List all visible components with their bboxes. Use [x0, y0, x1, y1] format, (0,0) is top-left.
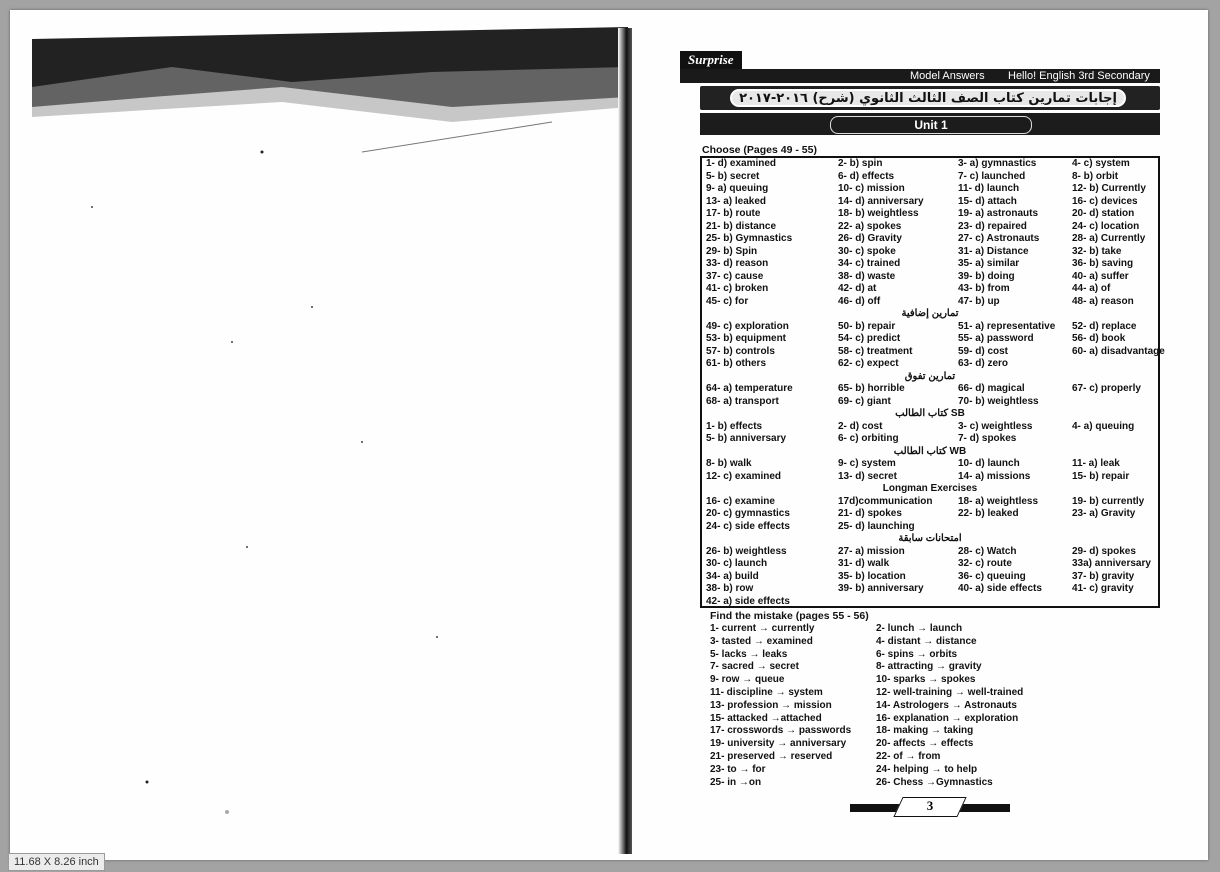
answer-cell: 24- c) location: [1072, 220, 1140, 232]
answer-cell: 7- d) spokes: [958, 433, 1017, 444]
mistake-row: [710, 777, 1170, 790]
answer-cell: 38- b) row: [706, 583, 754, 594]
answer-cell: 3- a) gymnastics: [958, 158, 1037, 169]
mistake-cell: 14- Astrologers → Astronauts: [876, 699, 1017, 711]
answer-row: [706, 208, 1160, 221]
answer-cell: 30- c) launch: [706, 558, 768, 569]
answer-cell: 28- c) Watch: [958, 545, 1017, 557]
model-answers-label: Model Answers: [910, 70, 985, 82]
answer-cell: 8- b) walk: [706, 458, 752, 469]
subsection-title: Longman Exercises: [882, 483, 978, 494]
answer-row: [706, 333, 1160, 346]
arabic-title: إجابات تمارين كتاب الصف الثالث الثانوي (شرح) ٢٠١٦-٢٠١٧: [730, 89, 1126, 107]
answer-cell: 51- a) representative: [958, 320, 1056, 332]
answer-cell: 11- a) leak: [1072, 458, 1120, 469]
answer-cell: 6- c) orbiting: [838, 433, 899, 444]
answer-cell: 21- d) spokes: [838, 508, 902, 519]
series-label: Hello! English 3rd Secondary: [1008, 70, 1150, 82]
mistake-cell: 12- well-training → well-trained: [876, 687, 1024, 698]
answer-cell: 44- a) of: [1072, 283, 1111, 294]
mistakes-title: Find the mistake (pages 55 - 56): [710, 610, 869, 622]
answer-cell: 7- c) launched: [958, 170, 1026, 182]
answer-row: [706, 221, 1160, 234]
page-number-badge: [850, 797, 1010, 819]
subsection-title: امتحانات سابقة: [898, 533, 962, 544]
mistake-cell: 7- sacred → secret: [710, 661, 799, 673]
mistake-row: [710, 623, 1170, 636]
answer-cell: 6- d) effects: [838, 170, 895, 182]
answer-cell: 18- a) weightless: [958, 495, 1039, 507]
answer-cell: 40- a) suffer: [1072, 270, 1129, 282]
answer-cell: 12- b) Currently: [1072, 183, 1146, 194]
answer-row: [706, 383, 1160, 396]
answer-cell: 56- d) book: [1072, 333, 1126, 344]
mistake-cell: 25- in →on: [710, 776, 762, 788]
arabic-title-banner: [700, 86, 1160, 110]
answer-row: [706, 358, 1160, 371]
mistake-row: [710, 700, 1170, 713]
answer-cell: 10- c) mission: [838, 183, 905, 194]
mistake-row: [710, 751, 1170, 764]
page-number: 3: [926, 798, 934, 813]
answer-row: [706, 458, 1160, 471]
answer-cell: 32- c) route: [958, 558, 1012, 569]
answer-cell: 16- c) devices: [1072, 195, 1138, 207]
answer-row: [706, 421, 1160, 434]
mistake-cell: 3- tasted → examined: [710, 635, 813, 647]
answer-row: [706, 183, 1160, 196]
mistake-cell: 17- crosswords → passwords: [710, 725, 852, 737]
answer-cell: 40- a) side effects: [958, 583, 1042, 594]
mistake-cell: 19- university → anniversary: [710, 738, 847, 750]
mistake-cell: 15- attacked →attached: [710, 712, 822, 724]
answer-cell: 1- d) examined: [706, 158, 777, 169]
answer-cell: 4- c) system: [1072, 158, 1130, 169]
answer-cell: 23- d) repaired: [958, 220, 1027, 232]
answer-cell: 69- c) giant: [838, 395, 891, 407]
answer-cell: 46- d) off: [838, 295, 881, 307]
answer-cell: 55- a) password: [958, 333, 1034, 344]
answer-cell: 63- d) zero: [958, 358, 1009, 369]
mistake-row: [710, 764, 1170, 777]
answer-cell: 31- d) walk: [838, 558, 890, 569]
mistake-cell: 8- attracting → gravity: [876, 661, 982, 673]
answer-cell: 45- c) for: [706, 295, 749, 307]
brand-label: Surprise: [680, 51, 742, 69]
answer-row: [706, 583, 1160, 596]
subsection-title: كتاب الطالب WB: [893, 445, 967, 457]
answer-cell: 68- a) transport: [706, 395, 779, 407]
answer-cell: 36- b) saving: [1072, 258, 1134, 269]
answer-row: [706, 283, 1160, 296]
answer-cell: 34- a) build: [706, 570, 759, 582]
mistake-cell: 24- helping → to help: [876, 763, 978, 775]
answer-cell: 30- c) spoke: [838, 245, 896, 257]
mistake-cell: 11- discipline → system: [710, 687, 823, 698]
answer-cell: 42- d) at: [838, 283, 877, 294]
answer-row: [706, 508, 1160, 521]
answer-cell: 2- b) spin: [838, 158, 883, 169]
mistake-cell: 26- Chess →Gymnastics: [876, 776, 993, 788]
answer-cell: 28- a) Currently: [1072, 233, 1146, 244]
mistake-row: [710, 738, 1170, 751]
answer-cell: 42- a) side effects: [706, 595, 790, 607]
answer-cell: 15- d) attach: [958, 195, 1017, 207]
answer-cell: 35- a) similar: [958, 258, 1020, 269]
answer-cell: 66- d) magical: [958, 383, 1025, 394]
answer-row: [706, 271, 1160, 284]
answer-row: [706, 296, 1160, 309]
choose-title: Choose (Pages 49 - 55): [702, 144, 817, 156]
answer-cell: 25- d) launching: [838, 520, 915, 532]
mistake-cell: 1- current → currently: [710, 623, 815, 634]
answer-cell: 5- b) anniversary: [706, 433, 787, 444]
answer-row: [706, 558, 1160, 571]
answer-cell: 39- b) anniversary: [838, 583, 924, 594]
mistake-row: [710, 649, 1170, 662]
answer-cell: 12- c) examined: [706, 470, 782, 482]
answer-cell: 37- b) gravity: [1072, 570, 1135, 582]
answer-cell: 10- d) launch: [958, 458, 1020, 469]
mistake-cell: 4- distant → distance: [876, 635, 977, 647]
answer-cell: 2- d) cost: [838, 420, 883, 432]
answer-cell: 47- b) up: [958, 295, 1000, 307]
answer-cell: 35- b) location: [838, 570, 906, 582]
answer-cell: 23- a) Gravity: [1072, 508, 1136, 519]
answer-row: [706, 196, 1160, 209]
answer-cell: 11- d) launch: [958, 183, 1020, 194]
subsection-title: تمارين تفوق: [904, 370, 956, 382]
answer-cell: 17d)communication: [838, 495, 933, 507]
mistake-cell: 10- sparks → spokes: [876, 674, 976, 686]
answer-cell: 52- d) replace: [1072, 320, 1137, 332]
scan-noise: [32, 27, 632, 853]
answer-cell: 13- a) leaked: [706, 195, 767, 207]
mistake-row: [710, 725, 1170, 738]
mistake-cell: 22- of → from: [876, 751, 941, 762]
answer-cell: 24- c) side effects: [706, 520, 790, 532]
answer-cell: 22- a) spokes: [838, 220, 902, 232]
mistake-cell: 20- affects → effects: [876, 738, 974, 750]
answer-row: [706, 596, 1160, 609]
header-bar: [680, 69, 1160, 83]
answer-cell: 37- c) cause: [706, 270, 764, 282]
answer-cell: 32- b) take: [1072, 245, 1122, 257]
scanned-spread: [10, 10, 1208, 860]
answer-cell: 62- c) expect: [838, 358, 899, 369]
unit-banner: [700, 113, 1160, 135]
answer-cell: 14- d) anniversary: [838, 195, 924, 207]
answer-row: [706, 471, 1160, 484]
answer-cell: 61- b) others: [706, 358, 767, 369]
answer-cell: 9- c) system: [838, 458, 896, 469]
answer-row: [706, 396, 1160, 409]
answer-cell: 57- b) controls: [706, 345, 775, 357]
left-page-scan: [32, 27, 632, 853]
answer-row: [706, 546, 1160, 559]
answer-cell: 43- b) from: [958, 283, 1010, 294]
answer-cell: 4- a) queuing: [1072, 420, 1135, 432]
page-size-status: 11.68 X 8.26 inch: [8, 853, 105, 871]
answer-cell: 31- a) Distance: [958, 245, 1029, 257]
answer-cell: 33a) anniversary: [1072, 558, 1151, 569]
answer-cell: 19- a) astronauts: [958, 208, 1039, 219]
answer-cell: 67- c) properly: [1072, 383, 1141, 394]
answer-cell: 64- a) temperature: [706, 383, 793, 394]
answer-row: [706, 496, 1160, 509]
subsection-title: تمارين إضافية: [901, 308, 959, 319]
answer-cell: 5- b) secret: [706, 170, 760, 182]
mistake-cell: 6- spins → orbits: [876, 648, 958, 660]
answer-cell: 20- c) gymnastics: [706, 508, 790, 519]
answer-row: [706, 345, 1165, 359]
answer-row: [706, 321, 1160, 334]
answer-cell: 58- c) treatment: [838, 345, 913, 357]
answer-cell: 26- b) weightless: [706, 545, 787, 557]
answer-cell: 70- b) weightless: [958, 395, 1039, 407]
answers-page: [652, 22, 1192, 852]
answer-cell: 53- b) equipment: [706, 333, 787, 344]
answer-cell: 19- b) currently: [1072, 495, 1145, 507]
answer-cell: 41- c) broken: [706, 283, 769, 294]
subsection-title: كتاب الطالب SB: [895, 408, 965, 419]
answer-cell: 36- c) queuing: [958, 570, 1026, 582]
mistake-row: [710, 661, 1170, 674]
answer-cell: 41- c) gravity: [1072, 583, 1134, 594]
mistake-cell: 2- lunch → launch: [876, 623, 963, 634]
answer-cell: 9- a) queuing: [706, 183, 769, 194]
answer-cell: 27- a) mission: [838, 545, 905, 557]
mistake-cell: 16- explanation → exploration: [876, 712, 1019, 724]
answer-cell: 21- b) distance: [706, 220, 777, 232]
answer-cell: 34- c) trained: [838, 258, 901, 269]
answer-cell: 29- b) Spin: [706, 245, 758, 257]
answer-cell: 29- d) spokes: [1072, 545, 1136, 557]
answer-row: [706, 233, 1160, 246]
answer-row: [706, 171, 1160, 184]
answer-cell: 59- d) cost: [958, 345, 1009, 357]
mistake-cell: 23- to → for: [710, 763, 766, 775]
mistake-cell: 18- making → taking: [876, 725, 974, 737]
mistake-row: [710, 687, 1170, 700]
answer-cell: 33- d) reason: [706, 258, 769, 269]
answer-cell: 48- a) reason: [1072, 295, 1134, 307]
answer-cell: 26- d) Gravity: [838, 233, 902, 244]
answer-row: [706, 571, 1160, 584]
mistake-cell: 13- profession → mission: [710, 699, 832, 711]
answer-cell: 14- a) missions: [958, 470, 1031, 482]
answer-cell: 20- d) station: [1072, 208, 1135, 219]
answer-row: [706, 246, 1160, 259]
answer-cell: 65- b) horrible: [838, 383, 905, 394]
answer-cell: 22- b) leaked: [958, 508, 1019, 519]
answer-cell: 16- c) examine: [706, 495, 775, 507]
answer-cell: 54- c) predict: [838, 333, 901, 344]
mistake-cell: 21- preserved → reserved: [710, 751, 833, 762]
answer-cell: 1- b) effects: [706, 420, 763, 432]
answer-cell: 15- b) repair: [1072, 470, 1130, 482]
book-spine: [618, 28, 632, 854]
answer-cell: 13- d) secret: [838, 470, 897, 482]
answer-cell: 50- b) repair: [838, 320, 896, 332]
answer-row: [706, 258, 1160, 271]
answer-cell: 18- b) weightless: [838, 208, 919, 219]
answer-row: [706, 158, 1160, 171]
answer-cell: 25- b) Gymnastics: [706, 233, 793, 244]
answer-cell: 8- b) orbit: [1072, 170, 1119, 182]
answer-cell: 3- c) weightless: [958, 420, 1033, 432]
unit-title: Unit 1: [830, 116, 1032, 134]
mistake-cell: 9- row → queue: [710, 674, 785, 686]
mistake-row: [710, 636, 1170, 649]
answer-cell: 39- b) doing: [958, 270, 1015, 282]
answer-cell: 49- c) exploration: [706, 320, 789, 332]
answer-cell: 17- b) route: [706, 208, 761, 219]
answer-cell: 60- a) disadvantage: [1072, 345, 1165, 357]
answer-row: [706, 521, 1160, 534]
answer-cell: 27- c) Astronauts: [958, 233, 1040, 244]
answer-row: [706, 433, 1160, 446]
mistake-row: [710, 674, 1170, 687]
mistake-row: [710, 713, 1170, 726]
answer-cell: 38- d) waste: [838, 270, 896, 282]
mistake-cell: 5- lacks → leaks: [710, 648, 788, 660]
